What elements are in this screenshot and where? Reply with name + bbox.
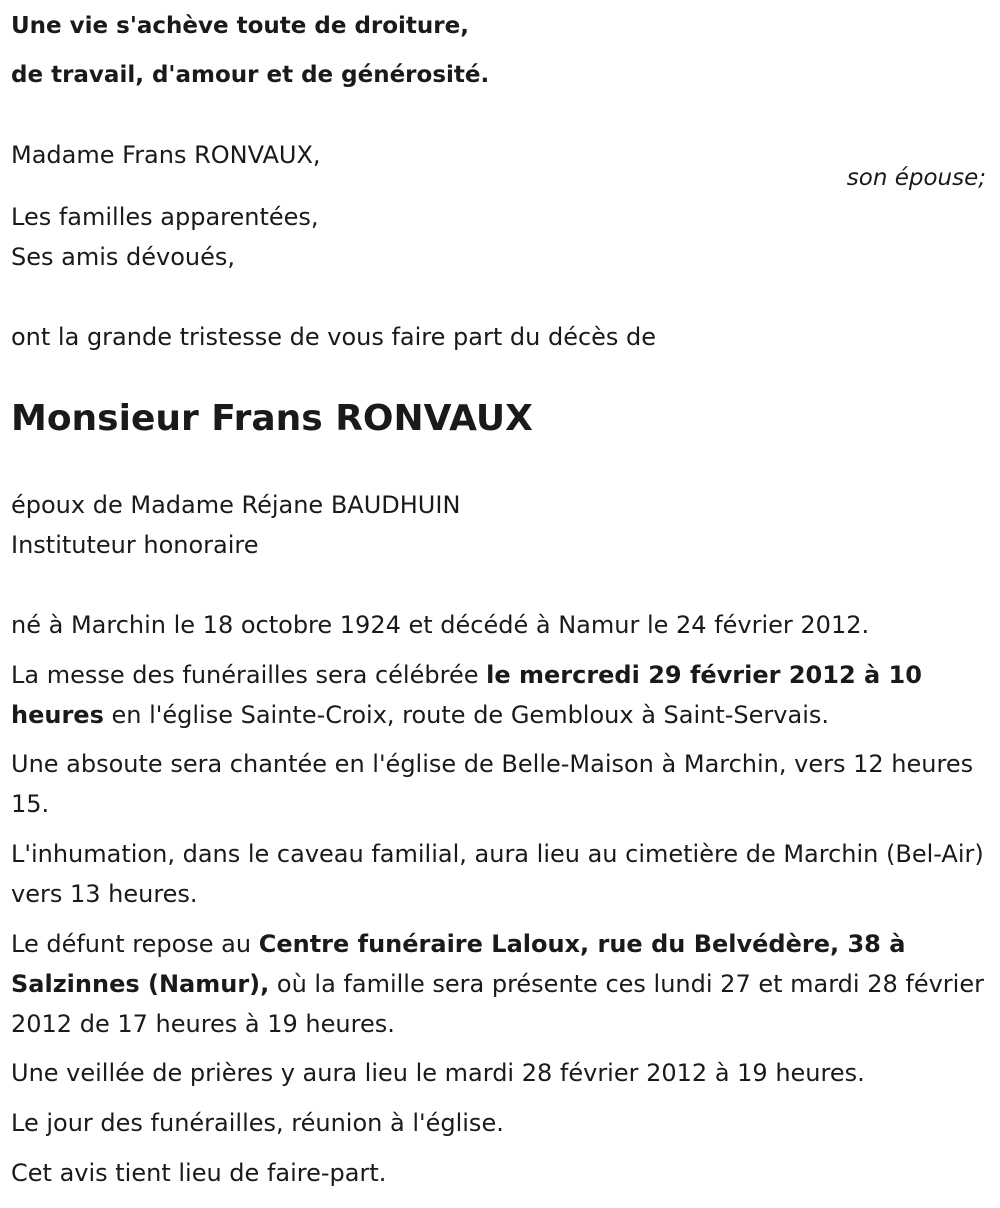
absoute-paragraph: Une absoute sera chantée en l'église de Belle-Maison à Marchin, vers 12 heures 15. [11,750,974,818]
epigraph-line-2: de travail, d'amour et de générosité. [11,62,490,88]
profession-line: Instituteur honoraire [11,531,259,559]
life-dates-line: né à Marchin le 18 octobre 1924 et décédé à Namur le 24 février 2012. [11,611,870,639]
mass-prefix: La messe des funérailles sera célébrée [11,661,487,689]
epigraph-line-1: Une vie s'achève toute de droiture, [11,13,469,39]
meeting-line: Le jour des funérailles, réunion à l'église. [11,1109,504,1137]
repose-suffix: où la famille sera présente ces lundi 27 et mardi 28 février 2012 de 17 heures à 19 heures. [11,970,984,1038]
notice-line: Cet avis tient lieu de faire-part. [11,1159,387,1187]
burial-paragraph: L'inhumation, dans le caveau familial, aura lieu au cimetière de Marchin (Bel-Air) vers 13 heures. [11,840,984,908]
deceased-name: Monsieur Frans RONVAUX [11,398,533,439]
mass-time: le mercredi 29 février 2012 à 10 heures [11,661,922,729]
friends-line: Ses amis dévoués, [11,243,236,271]
announcement-line: ont la grande tristesse de vous faire part du décès de [11,323,657,351]
vigil-line: Une veillée de prières y aura lieu le mardi 28 février 2012 à 19 heures. [11,1059,865,1087]
mass-paragraph [11,655,986,735]
repose-place: Centre funéraire Laloux, rue du Belvédère, 38 à Salzinnes (Namur), [11,930,906,998]
repose-prefix: Le défunt repose au [11,930,259,958]
relatives-line: Les familles apparentées, [11,203,319,231]
widow-name: Madame Frans RONVAUX, [11,141,321,169]
mass-suffix: en l'église Sainte-Croix, route de Gembloux à Saint-Servais. [103,701,830,729]
widow-role: son épouse; [846,165,986,191]
spouse-line: époux de Madame Réjane BAUDHUIN [11,491,461,519]
repose-paragraph [11,924,986,1044]
